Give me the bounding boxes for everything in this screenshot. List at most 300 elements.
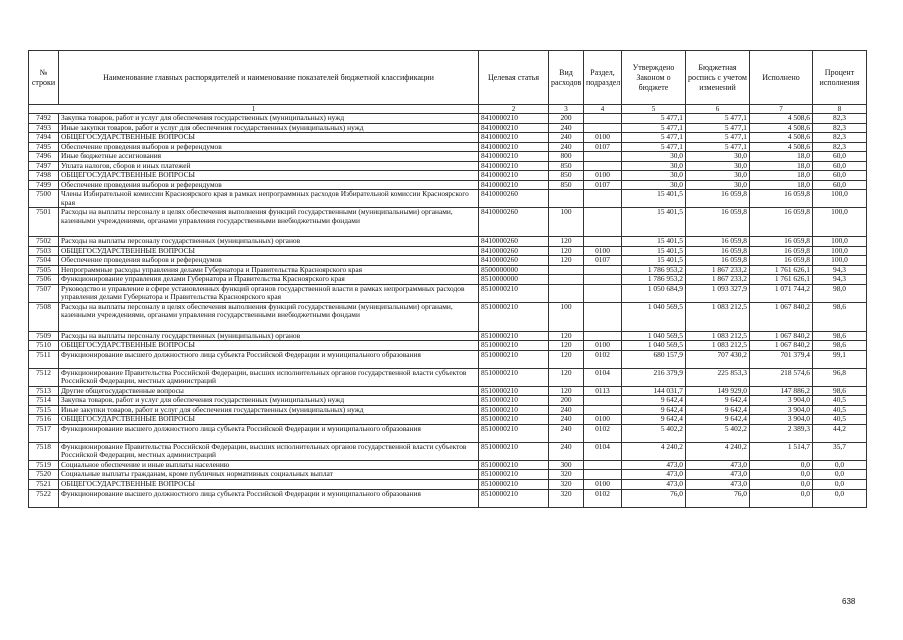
col-number-6: 6 <box>686 105 750 114</box>
executed-amount: 16 059,8 <box>750 190 813 208</box>
table-row <box>29 284 867 302</box>
execution-percent: 100,0 <box>813 256 867 266</box>
executed-amount: 701 379,4 <box>750 350 813 368</box>
section-code: 0113 <box>584 386 622 396</box>
approved-amount: 30,0 <box>622 161 686 171</box>
approved-amount: 15 401,5 <box>622 237 686 247</box>
expense-type <box>549 265 584 275</box>
approved-amount: 9 642,4 <box>622 405 686 415</box>
table-row <box>29 237 867 247</box>
row-number: 7515 <box>29 405 59 415</box>
budget-list-amount: 16 059,8 <box>686 246 750 256</box>
header-section: Раздел, подраздел <box>584 51 622 105</box>
budget-list-amount: 30,0 <box>686 171 750 181</box>
budget-list-amount: 30,0 <box>686 161 750 171</box>
approved-amount: 1 040 569,5 <box>622 341 686 351</box>
execution-percent: 0,0 <box>813 460 867 470</box>
budget-list-amount: 1 867 233,2 <box>686 265 750 275</box>
row-number: 7521 <box>29 480 59 490</box>
row-name: Функционирование высшего должностного лица субъекта Российской Федерации и муниципального образования <box>59 350 479 368</box>
table-row <box>29 142 867 152</box>
execution-percent: 98,0 <box>813 284 867 302</box>
target-code: 8510000210 <box>479 302 549 331</box>
table-row <box>29 161 867 171</box>
approved-amount: 216 379,9 <box>622 368 686 386</box>
row-number: 7512 <box>29 368 59 386</box>
table-row <box>29 208 867 237</box>
header-row <box>29 51 867 105</box>
section-code <box>584 208 622 237</box>
row-number: 7506 <box>29 275 59 285</box>
expense-type: 800 <box>549 152 584 162</box>
budget-list-amount: 225 853,3 <box>686 368 750 386</box>
execution-percent: 0,0 <box>813 470 867 480</box>
row-name: Расходы на выплаты персоналу государственных (муниципальных) органов <box>59 331 479 341</box>
section-code: 0100 <box>584 480 622 490</box>
executed-amount: 4 508,6 <box>750 114 813 124</box>
section-code: 0107 <box>584 256 622 266</box>
execution-percent: 40,5 <box>813 405 867 415</box>
table-row <box>29 246 867 256</box>
target-code: 8510000210 <box>479 442 549 460</box>
budget-list-amount: 149 929,0 <box>686 386 750 396</box>
target-code: 8510000210 <box>479 489 549 507</box>
table-row <box>29 256 867 266</box>
executed-amount: 4 508,6 <box>750 133 813 143</box>
budget-list-amount: 5 477,1 <box>686 123 750 133</box>
expense-type: 100 <box>549 208 584 237</box>
row-name: ОБЩЕГОСУДАРСТВЕННЫЕ ВОПРОСЫ <box>59 480 479 490</box>
row-number: 7501 <box>29 208 59 237</box>
budget-list-amount: 1 083 212,5 <box>686 331 750 341</box>
budget-list-amount: 1 867 233,2 <box>686 275 750 285</box>
execution-percent: 82,3 <box>813 142 867 152</box>
execution-percent: 40,5 <box>813 396 867 406</box>
expense-type: 300 <box>549 460 584 470</box>
row-number: 7520 <box>29 470 59 480</box>
table-row <box>29 442 867 460</box>
execution-percent: 100,0 <box>813 208 867 237</box>
section-code <box>584 302 622 331</box>
row-name: Функционирование высшего должностного лица субъекта Российской Федерации и муниципального образования <box>59 424 479 442</box>
section-code: 0100 <box>584 246 622 256</box>
section-code: 0104 <box>584 368 622 386</box>
row-name: Уплата налогов, сборов и иных платежей <box>59 161 479 171</box>
executed-amount: 3 904,0 <box>750 415 813 425</box>
execution-percent: 100,0 <box>813 246 867 256</box>
expense-type: 120 <box>549 246 584 256</box>
expense-type: 200 <box>549 396 584 406</box>
table-row <box>29 470 867 480</box>
executed-amount: 16 059,8 <box>750 246 813 256</box>
execution-percent: 99,1 <box>813 350 867 368</box>
expense-type <box>549 275 584 285</box>
row-name: ОБЩЕГОСУДАРСТВЕННЫЕ ВОПРОСЫ <box>59 133 479 143</box>
row-name: Функционирование управления делами Губернатора и Правительства Красноярского края <box>59 275 479 285</box>
expense-type: 240 <box>549 405 584 415</box>
row-name: Обеспечение проведения выборов и референдумов <box>59 256 479 266</box>
section-code <box>584 275 622 285</box>
approved-amount: 30,0 <box>622 152 686 162</box>
budget-list-amount: 9 642,4 <box>686 396 750 406</box>
row-number: 7514 <box>29 396 59 406</box>
section-code: 0100 <box>584 415 622 425</box>
executed-amount: 1 071 744,2 <box>750 284 813 302</box>
row-name: Функционирование Правительства Российской Федерации, высших исполнительных органов государственной власти субъектов Российской Федерации, местных администраций <box>59 368 479 386</box>
execution-percent: 98,6 <box>813 341 867 351</box>
expense-type: 850 <box>549 180 584 190</box>
row-number: 7511 <box>29 350 59 368</box>
approved-amount: 680 157,9 <box>622 350 686 368</box>
table-row <box>29 489 867 507</box>
section-code: 0107 <box>584 142 622 152</box>
target-code: 8510000210 <box>479 480 549 490</box>
executed-amount: 0,0 <box>750 489 813 507</box>
row-name: Обеспечение проведения выборов и референдумов <box>59 180 479 190</box>
executed-amount: 147 886,2 <box>750 386 813 396</box>
target-code: 8510000210 <box>479 331 549 341</box>
expense-type: 850 <box>549 161 584 171</box>
approved-amount: 1 040 569,5 <box>622 302 686 331</box>
execution-percent: 82,3 <box>813 133 867 143</box>
expense-type: 200 <box>549 114 584 124</box>
budget-list-amount: 30,0 <box>686 180 750 190</box>
table-row <box>29 123 867 133</box>
row-number: 7492 <box>29 114 59 124</box>
target-code: 8510000210 <box>479 460 549 470</box>
section-code: 0104 <box>584 442 622 460</box>
expense-type: 320 <box>549 470 584 480</box>
approved-amount: 15 401,5 <box>622 208 686 237</box>
execution-percent: 100,0 <box>813 237 867 247</box>
target-code: 8410000210 <box>479 171 549 181</box>
executed-amount: 18,0 <box>750 161 813 171</box>
column-number-row <box>29 105 867 114</box>
row-name: Члены Избирательной комиссии Красноярского края в рамках непрограммных расходов Избирательной комиссии Красноярского края <box>59 190 479 208</box>
row-name: Функционирование Правительства Российской Федерации, высших исполнительных органов государственной власти субъектов Российской Федерации, местных администраций <box>59 442 479 460</box>
approved-amount: 5 402,2 <box>622 424 686 442</box>
row-name: ОБЩЕГОСУДАРСТВЕННЫЕ ВОПРОСЫ <box>59 341 479 351</box>
approved-amount: 1 050 684,9 <box>622 284 686 302</box>
executed-amount: 218 574,6 <box>750 368 813 386</box>
col-number-7: 7 <box>750 105 813 114</box>
row-number: 7522 <box>29 489 59 507</box>
header-percent: Процент исполнения <box>813 51 867 105</box>
table-row <box>29 415 867 425</box>
expense-type: 240 <box>549 133 584 143</box>
section-code <box>584 114 622 124</box>
approved-amount: 1 786 953,2 <box>622 265 686 275</box>
col-number-1: 1 <box>29 105 479 114</box>
target-code: 8510000210 <box>479 386 549 396</box>
execution-percent: 40,5 <box>813 415 867 425</box>
approved-amount: 15 401,5 <box>622 256 686 266</box>
executed-amount: 2 389,3 <box>750 424 813 442</box>
approved-amount: 5 477,1 <box>622 114 686 124</box>
row-number: 7493 <box>29 123 59 133</box>
section-code <box>584 284 622 302</box>
target-code: 8510000210 <box>479 368 549 386</box>
executed-amount: 1 067 840,2 <box>750 341 813 351</box>
target-code: 8410000260 <box>479 246 549 256</box>
target-code: 8410000210 <box>479 114 549 124</box>
row-name: Руководство и управление в сфере установленных функций органов государственной власти в рамках непрограммных расходов управления делами Губернатора и Правительства Красноярского края <box>59 284 479 302</box>
expense-type: 240 <box>549 415 584 425</box>
budget-list-amount: 76,0 <box>686 489 750 507</box>
row-number: 7513 <box>29 386 59 396</box>
execution-percent: 0,0 <box>813 480 867 490</box>
target-code: 8410000260 <box>479 208 549 237</box>
row-name: Иные закупки товаров, работ и услуг для обеспечения государственных (муниципальных) нужд <box>59 405 479 415</box>
expense-type: 240 <box>549 424 584 442</box>
target-code: 8410000210 <box>479 152 549 162</box>
row-name: Расходы на выплаты персоналу в целях обеспечения выполнения функций государственными (муниципальными) органами, казенными учреждениями, органами управления государственными внебюджетными фондами <box>59 208 479 237</box>
execution-percent: 98,6 <box>813 302 867 331</box>
row-number: 7500 <box>29 190 59 208</box>
budget-list-amount: 473,0 <box>686 460 750 470</box>
target-code: 8510000210 <box>479 284 549 302</box>
row-name: Другие общегосударственные вопросы <box>59 386 479 396</box>
executed-amount: 1 067 840,2 <box>750 331 813 341</box>
section-code: 0102 <box>584 489 622 507</box>
target-code: 8510000210 <box>479 341 549 351</box>
row-number: 7510 <box>29 341 59 351</box>
row-number: 7497 <box>29 161 59 171</box>
table-row <box>29 265 867 275</box>
approved-amount: 5 477,1 <box>622 142 686 152</box>
executed-amount: 18,0 <box>750 180 813 190</box>
row-number: 7508 <box>29 302 59 331</box>
target-code: 8510000210 <box>479 470 549 480</box>
budget-list-amount: 5 477,1 <box>686 142 750 152</box>
section-code <box>584 460 622 470</box>
approved-amount: 4 240,2 <box>622 442 686 460</box>
section-code <box>584 470 622 480</box>
target-code: 8510000210 <box>479 424 549 442</box>
execution-percent: 94,3 <box>813 265 867 275</box>
approved-amount: 144 031,7 <box>622 386 686 396</box>
row-name: Социальные выплаты гражданам, кроме публичных нормативных социальных выплат <box>59 470 479 480</box>
section-code <box>584 161 622 171</box>
expense-type: 120 <box>549 341 584 351</box>
target-code: 8410000210 <box>479 180 549 190</box>
expense-type: 240 <box>549 142 584 152</box>
table-row <box>29 460 867 470</box>
row-number: 7519 <box>29 460 59 470</box>
section-code <box>584 190 622 208</box>
page-number: 638 <box>842 597 856 606</box>
target-code: 8410000260 <box>479 256 549 266</box>
section-code <box>584 237 622 247</box>
section-code: 0102 <box>584 350 622 368</box>
table-row <box>29 114 867 124</box>
executed-amount: 18,0 <box>750 171 813 181</box>
budget-list-amount: 16 059,8 <box>686 256 750 266</box>
approved-amount: 76,0 <box>622 489 686 507</box>
row-number: 7494 <box>29 133 59 143</box>
executed-amount: 3 904,0 <box>750 396 813 406</box>
section-code <box>584 265 622 275</box>
execution-percent: 60,0 <box>813 152 867 162</box>
expense-type: 120 <box>549 237 584 247</box>
execution-percent: 98,6 <box>813 331 867 341</box>
executed-amount: 16 059,8 <box>750 256 813 266</box>
approved-amount: 15 401,5 <box>622 246 686 256</box>
table-row <box>29 386 867 396</box>
expense-type <box>549 190 584 208</box>
expense-type: 120 <box>549 256 584 266</box>
table-row <box>29 302 867 331</box>
budget-list-amount: 5 402,2 <box>686 424 750 442</box>
budget-list-amount: 1 083 212,5 <box>686 341 750 351</box>
approved-amount: 9 642,4 <box>622 396 686 406</box>
header-name: Наименование главных распорядителей и наименование показателей бюджетной классификации <box>59 51 479 105</box>
budget-execution-table <box>28 50 867 508</box>
header-budget-list: Бюджетная роспись с учетом изменений <box>686 51 750 105</box>
executed-amount: 3 904,0 <box>750 405 813 415</box>
executed-amount: 0,0 <box>750 460 813 470</box>
approved-amount: 473,0 <box>622 480 686 490</box>
budget-list-amount: 30,0 <box>686 152 750 162</box>
expense-type: 240 <box>549 123 584 133</box>
target-code: 8500000000 <box>479 265 549 275</box>
table-row <box>29 341 867 351</box>
row-number: 7504 <box>29 256 59 266</box>
execution-percent: 35,7 <box>813 442 867 460</box>
approved-amount: 473,0 <box>622 470 686 480</box>
col-number-3: 3 <box>549 105 584 114</box>
expense-type <box>549 284 584 302</box>
expense-type: 120 <box>549 386 584 396</box>
header-target: Целевая статья <box>479 51 549 105</box>
executed-amount: 4 508,6 <box>750 142 813 152</box>
budget-list-amount: 16 059,8 <box>686 190 750 208</box>
budget-list-amount: 4 240,2 <box>686 442 750 460</box>
target-code: 8510000210 <box>479 350 549 368</box>
executed-amount: 1 761 626,1 <box>750 265 813 275</box>
approved-amount: 30,0 <box>622 180 686 190</box>
executed-amount: 1 067 840,2 <box>750 302 813 331</box>
target-code: 8510000000 <box>479 275 549 285</box>
approved-amount: 15 401,5 <box>622 190 686 208</box>
section-code: 0100 <box>584 133 622 143</box>
row-name: ОБЩЕГОСУДАРСТВЕННЫЕ ВОПРОСЫ <box>59 171 479 181</box>
executed-amount: 16 059,8 <box>750 208 813 237</box>
execution-percent: 60,0 <box>813 171 867 181</box>
target-code: 8410000210 <box>479 123 549 133</box>
budget-list-amount: 9 642,4 <box>686 415 750 425</box>
expense-type: 850 <box>549 171 584 181</box>
execution-percent: 94,3 <box>813 275 867 285</box>
row-name: Социальное обеспечение и иные выплаты населению <box>59 460 479 470</box>
table-body <box>29 114 867 507</box>
table-row <box>29 180 867 190</box>
target-code: 8510000210 <box>479 405 549 415</box>
table-row <box>29 480 867 490</box>
section-code: 0102 <box>584 424 622 442</box>
budget-list-amount: 473,0 <box>686 480 750 490</box>
row-number: 7518 <box>29 442 59 460</box>
row-name: Обеспечение проведения выборов и референдумов <box>59 142 479 152</box>
col-number-2: 2 <box>479 105 549 114</box>
header-row-no: № строки <box>29 51 59 105</box>
row-number: 7502 <box>29 237 59 247</box>
executed-amount: 4 508,6 <box>750 123 813 133</box>
table-row <box>29 171 867 181</box>
approved-amount: 9 642,4 <box>622 415 686 425</box>
target-code: 8510000210 <box>479 415 549 425</box>
target-code: 8410000210 <box>479 133 549 143</box>
row-number: 7495 <box>29 142 59 152</box>
budget-list-amount: 9 642,4 <box>686 405 750 415</box>
row-number: 7499 <box>29 180 59 190</box>
row-number: 7498 <box>29 171 59 181</box>
executed-amount: 18,0 <box>750 152 813 162</box>
execution-percent: 0,0 <box>813 489 867 507</box>
row-name: Иные бюджетные ассигнования <box>59 152 479 162</box>
section-code <box>584 152 622 162</box>
table-row <box>29 424 867 442</box>
row-name: ОБЩЕГОСУДАРСТВЕННЫЕ ВОПРОСЫ <box>59 415 479 425</box>
table-row <box>29 368 867 386</box>
row-name: Расходы на выплаты персоналу государственных (муниципальных) органов <box>59 237 479 247</box>
executed-amount: 0,0 <box>750 480 813 490</box>
row-number: 7507 <box>29 284 59 302</box>
table-row <box>29 331 867 341</box>
row-number: 7516 <box>29 415 59 425</box>
execution-percent: 60,0 <box>813 180 867 190</box>
budget-list-amount: 5 477,1 <box>686 114 750 124</box>
row-name: Функционирование высшего должностного лица субъекта Российской Федерации и муниципального образования <box>59 489 479 507</box>
section-code <box>584 331 622 341</box>
executed-amount: 1 514,7 <box>750 442 813 460</box>
approved-amount: 473,0 <box>622 460 686 470</box>
row-number: 7496 <box>29 152 59 162</box>
table-row <box>29 190 867 208</box>
executed-amount: 0,0 <box>750 470 813 480</box>
executed-amount: 16 059,8 <box>750 237 813 247</box>
target-code: 8410000260 <box>479 190 549 208</box>
table-row <box>29 405 867 415</box>
row-name: ОБЩЕГОСУДАРСТВЕННЫЕ ВОПРОСЫ <box>59 246 479 256</box>
expense-type: 120 <box>549 368 584 386</box>
target-code: 8410000210 <box>479 142 549 152</box>
execution-percent: 98,6 <box>813 386 867 396</box>
budget-list-amount: 5 477,1 <box>686 133 750 143</box>
row-name: Расходы на выплаты персоналу в целях обеспечения выполнения функций государственными (муниципальными) органами, казенными учреждениями, органами управления государственными внебюджетными фондами <box>59 302 479 331</box>
budget-list-amount: 473,0 <box>686 470 750 480</box>
row-number: 7505 <box>29 265 59 275</box>
target-code: 8410000210 <box>479 161 549 171</box>
row-number: 7517 <box>29 424 59 442</box>
approved-amount: 30,0 <box>622 171 686 181</box>
execution-percent: 82,3 <box>813 123 867 133</box>
row-name: Непрограммные расходы управления делами Губернатора и Правительства Красноярского края <box>59 265 479 275</box>
section-code <box>584 123 622 133</box>
execution-percent: 60,0 <box>813 161 867 171</box>
execution-percent: 100,0 <box>813 190 867 208</box>
section-code <box>584 396 622 406</box>
header-approved: Утверждено Законом о бюджете <box>622 51 686 105</box>
approved-amount: 1 040 569,5 <box>622 331 686 341</box>
budget-list-amount: 16 059,8 <box>686 237 750 247</box>
expense-type: 240 <box>549 442 584 460</box>
table-row <box>29 152 867 162</box>
execution-percent: 82,3 <box>813 114 867 124</box>
target-code: 8510000210 <box>479 396 549 406</box>
expense-type: 320 <box>549 489 584 507</box>
row-number: 7509 <box>29 331 59 341</box>
